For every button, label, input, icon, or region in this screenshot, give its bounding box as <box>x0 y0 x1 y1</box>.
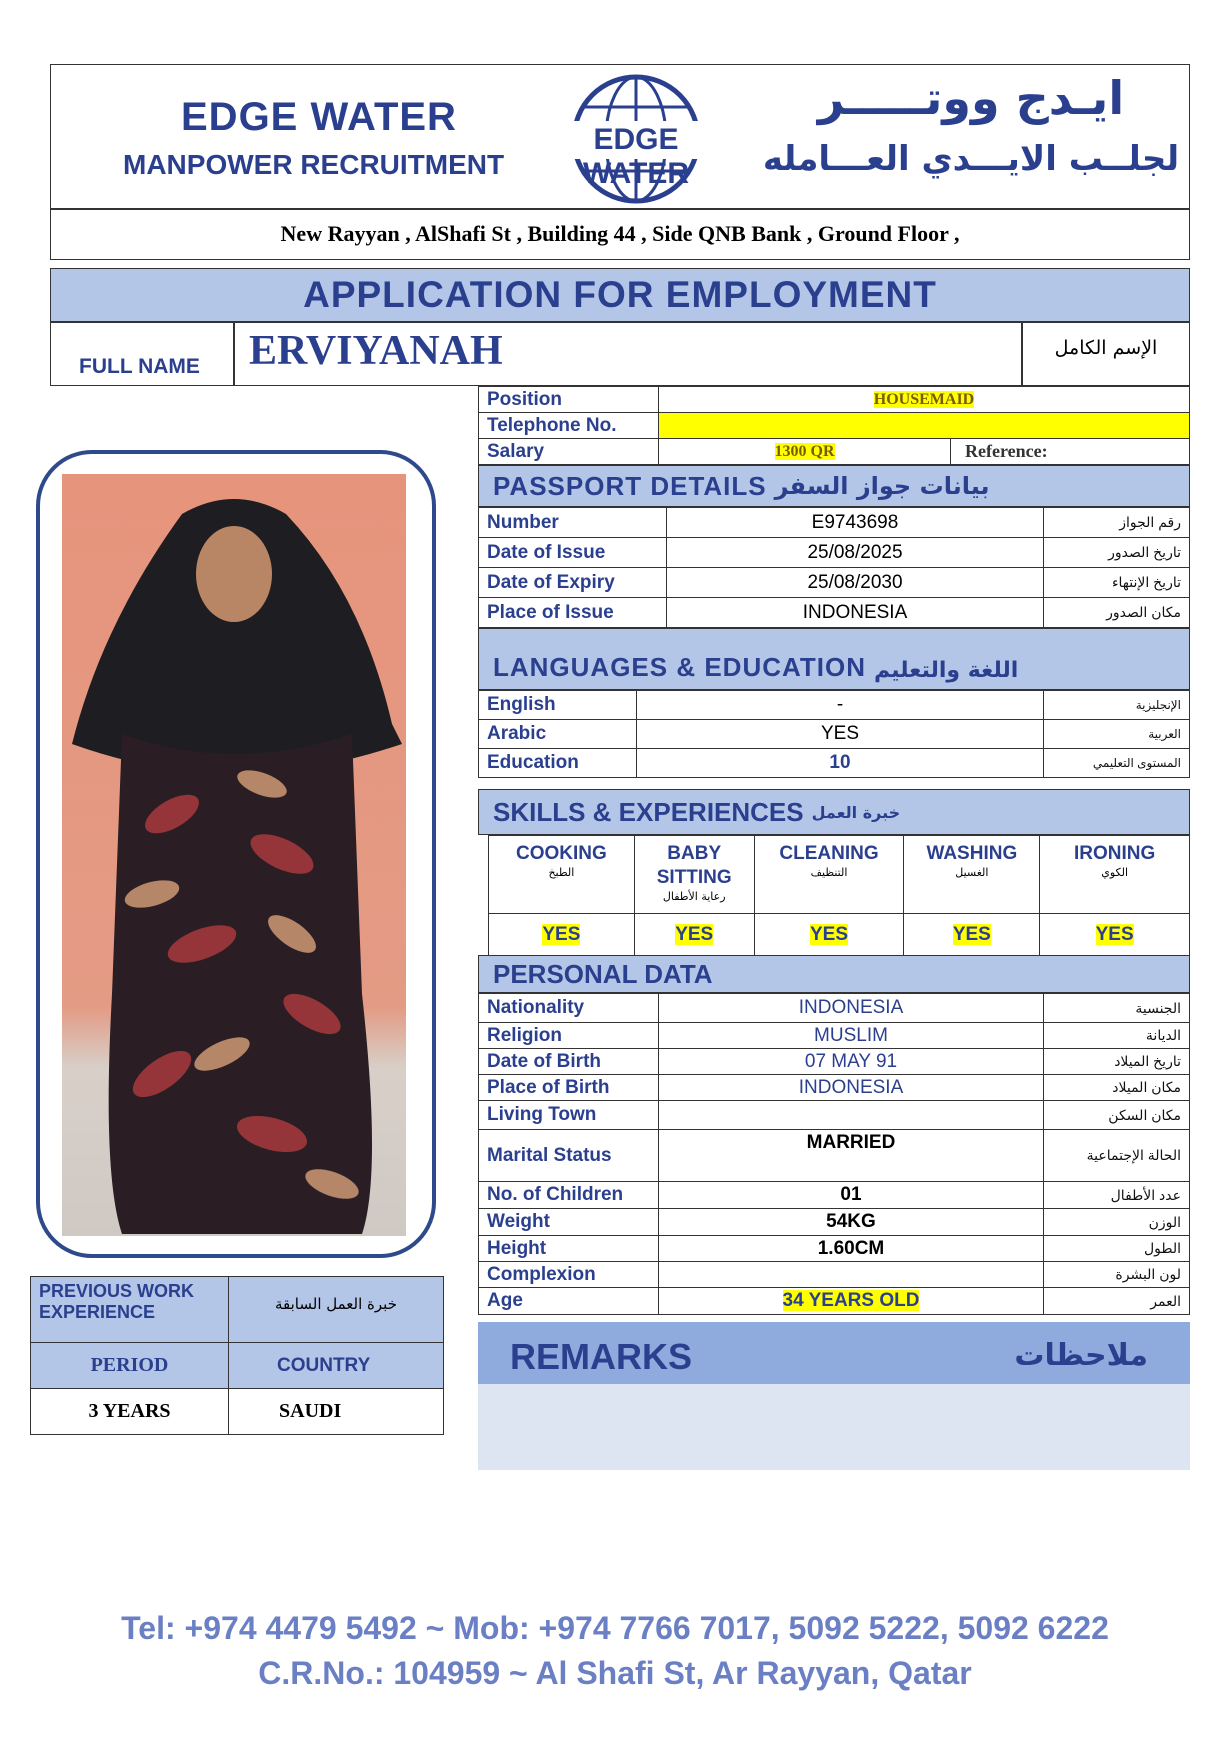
languages-title: LANGUAGES & EDUCATION <box>493 652 866 682</box>
personal-value: 07 MAY 91 <box>804 1050 898 1072</box>
personal-label: Living Town <box>479 1101 659 1130</box>
personal-value: 54KG <box>826 1211 876 1232</box>
address-text: New Rayyan , AlShafi St , Building 44 , Side QNB Bank , Ground Floor , <box>280 221 960 246</box>
footer-phone: Tel: +974 4479 5492 ~ Mob: +974 7766 7017, 5092 5222, 5092 6222 <box>121 1610 1109 1646</box>
language-label: Arabic <box>479 720 637 749</box>
personal-label: No. of Children <box>479 1182 659 1209</box>
personal-row <box>479 994 1190 1023</box>
skill-value: YES <box>952 923 991 945</box>
brand-line1: EDGE WATER <box>181 95 457 139</box>
language-label: English <box>479 691 637 720</box>
skills-table <box>488 835 1190 956</box>
skills-title-arabic: خبرة العمل <box>811 802 901 822</box>
personal-table <box>478 993 1190 1315</box>
personal-value: MUSLIM <box>814 1024 888 1046</box>
logo-text: EDGE WATER <box>582 123 690 190</box>
personal-label: Marital Status <box>479 1130 659 1182</box>
personal-arabic-label: الحالة الإجتماعية <box>1044 1130 1190 1182</box>
experience-table <box>30 1276 444 1435</box>
telephone-label: Telephone No. <box>479 413 659 439</box>
personal-arabic-label: الجنسية <box>1044 994 1190 1023</box>
passport-value: 25/08/2025 <box>667 538 1044 568</box>
salary-value: 1300 QR <box>774 442 835 460</box>
language-value: 10 <box>637 749 1044 778</box>
footer-address: C.R.No.: 104959 ~ Al Shafi St, Ar Rayyan, Qatar <box>258 1655 972 1691</box>
personal-value: INDONESIA <box>798 1076 904 1098</box>
passport-label: Number <box>479 508 667 538</box>
passport-row <box>479 598 1190 628</box>
passport-value: E9743698 <box>667 508 1044 538</box>
personal-value-cell <box>659 1130 1044 1182</box>
personal-value-cell <box>659 1209 1044 1236</box>
personal-arabic-label: لون البشرة <box>1044 1262 1190 1288</box>
personal-row <box>479 1075 1190 1101</box>
full-name-label: FULL NAME <box>79 355 200 378</box>
passport-section-header <box>478 465 1190 507</box>
personal-label: Weight <box>479 1209 659 1236</box>
personal-arabic-label: تاريخ الميلاد <box>1044 1049 1190 1075</box>
passport-label: Place of Issue <box>479 598 667 628</box>
skill-header <box>754 836 904 914</box>
skill-value-cell <box>1040 914 1190 956</box>
skill-arabic: الطبخ <box>548 866 575 879</box>
skill-header <box>904 836 1040 914</box>
languages-section-header <box>478 628 1190 690</box>
passport-row <box>479 568 1190 598</box>
skill-value-cell <box>489 914 635 956</box>
skill-name: BABY SITTING <box>656 843 732 888</box>
personal-value-cell <box>659 1075 1044 1101</box>
experience-title: PREVIOUS WORK EXPERIENCE <box>31 1277 229 1343</box>
personal-value-cell <box>659 994 1044 1023</box>
personal-arabic-label: الديانة <box>1044 1023 1190 1049</box>
personal-row <box>479 1023 1190 1049</box>
language-arabic-label: العربية <box>1044 720 1190 749</box>
skill-header <box>634 836 754 914</box>
letterhead <box>50 64 1190 210</box>
skill-arabic: الغسيل <box>955 866 989 879</box>
personal-label: Age <box>479 1288 659 1315</box>
globe-logo-icon <box>541 71 731 207</box>
language-arabic-label: الإنجليزية <box>1044 691 1190 720</box>
remarks-title-arabic: ملاحظات <box>1014 1338 1148 1373</box>
personal-arabic-label: عدد الأطفال <box>1044 1182 1190 1209</box>
personal-title: PERSONAL DATA <box>493 958 713 989</box>
personal-label: Nationality <box>479 994 659 1023</box>
skill-header <box>1040 836 1190 914</box>
language-row <box>479 749 1190 778</box>
personal-arabic-label: مكان الميلاد <box>1044 1075 1190 1101</box>
personal-row <box>479 1236 1190 1262</box>
personal-label: Religion <box>479 1023 659 1049</box>
skills-title: SKILLS & EXPERIENCES <box>493 796 804 827</box>
personal-value: 34 YEARS OLD <box>782 1290 920 1311</box>
arabic-brand-line2: لجلــب الايـــدي العـــامله <box>762 139 1180 179</box>
personal-value: 01 <box>840 1184 862 1205</box>
skill-value-cell <box>634 914 754 956</box>
personal-row <box>479 1049 1190 1075</box>
personal-row <box>479 1288 1190 1315</box>
skill-name: WASHING <box>926 843 1018 864</box>
form-title-bar <box>50 268 1190 322</box>
skill-name: CLEANING <box>779 843 879 864</box>
passport-row <box>479 508 1190 538</box>
passport-row <box>479 538 1190 568</box>
skill-header <box>489 836 635 914</box>
language-row <box>479 691 1190 720</box>
languages-table <box>478 690 1190 778</box>
full-name-arabic-label: الإسم الكامل <box>1054 337 1158 359</box>
personal-value: INDONESIA <box>798 997 904 1018</box>
personal-row <box>479 1262 1190 1288</box>
salary-label: Salary <box>479 439 659 465</box>
arabic-brand-line1: ايـدج ووتـــــر <box>817 71 1125 125</box>
personal-arabic-label: الوزن <box>1044 1209 1190 1236</box>
photo-frame <box>36 450 436 1258</box>
personal-row <box>479 1209 1190 1236</box>
passport-label: Date of Issue <box>479 538 667 568</box>
skill-name: IRONING <box>1073 843 1156 864</box>
passport-value: 25/08/2030 <box>667 568 1044 598</box>
reference-label: Reference: <box>951 439 1190 465</box>
address-bar <box>50 208 1190 260</box>
experience-country: SAUDI <box>229 1389 444 1435</box>
skill-arabic: التنظيف <box>810 866 848 879</box>
personal-value-cell <box>659 1288 1044 1315</box>
personal-label: Complexion <box>479 1262 659 1288</box>
personal-arabic-label: الطول <box>1044 1236 1190 1262</box>
full-name-row <box>50 322 1190 386</box>
skills-section-header <box>478 789 1190 835</box>
experience-period: 3 YEARS <box>31 1389 229 1435</box>
passport-table <box>478 507 1190 628</box>
personal-row <box>479 1101 1190 1130</box>
language-label: Education <box>479 749 637 778</box>
personal-row <box>479 1182 1190 1209</box>
full-name-value: ERVIYANAH <box>249 328 503 374</box>
position-label: Position <box>479 387 659 413</box>
passport-label: Date of Expiry <box>479 568 667 598</box>
personal-row <box>479 1130 1190 1182</box>
personal-value-cell <box>659 1101 1044 1130</box>
language-value: - <box>637 691 1044 720</box>
personal-label: Height <box>479 1236 659 1262</box>
passport-title-arabic: بيانات جواز السفر <box>774 472 990 500</box>
applicant-photo <box>62 474 406 1236</box>
personal-arabic-label: مكان السكن <box>1044 1101 1190 1130</box>
passport-arabic-label: تاريخ الإنتهاء <box>1044 568 1190 598</box>
skill-arabic: رعاية الأطفال <box>662 890 726 903</box>
personal-arabic-label: العمر <box>1044 1288 1190 1315</box>
personal-value-cell <box>659 1049 1044 1075</box>
personal-label: Place of Birth <box>479 1075 659 1101</box>
experience-title-arabic: خبرة العمل السابقة <box>229 1277 444 1343</box>
personal-value: 1.60CM <box>817 1237 885 1259</box>
skill-arabic: الكوي <box>1101 866 1129 879</box>
skill-value: YES <box>675 923 714 945</box>
skill-value-cell <box>904 914 1040 956</box>
language-row <box>479 720 1190 749</box>
personal-value-cell <box>659 1023 1044 1049</box>
skill-value: YES <box>542 923 581 945</box>
job-table <box>478 386 1190 465</box>
personal-value-cell <box>659 1182 1044 1209</box>
personal-value-cell <box>659 1262 1044 1288</box>
passport-arabic-label: مكان الصدور <box>1044 598 1190 628</box>
experience-country-header: COUNTRY <box>229 1343 444 1389</box>
personal-value: MARRIED <box>806 1132 896 1153</box>
position-value: HOUSEMAID <box>873 390 975 408</box>
telephone-value <box>659 413 1190 439</box>
experience-period-header: PERIOD <box>31 1343 229 1389</box>
remarks-title: REMARKS <box>510 1336 693 1377</box>
skill-name: COOKING <box>516 843 607 864</box>
passport-title: PASSPORT DETAILS <box>493 470 767 501</box>
personal-value-cell <box>659 1236 1044 1262</box>
personal-section-header <box>478 955 1190 993</box>
passport-arabic-label: رقم الجواز <box>1044 508 1190 538</box>
remarks-box <box>478 1322 1190 1470</box>
skill-value: YES <box>810 923 849 945</box>
languages-title-arabic: اللغة والتعليم <box>873 658 1019 683</box>
personal-label: Date of Birth <box>479 1049 659 1075</box>
brand-line2: MANPOWER RECRUITMENT <box>123 149 505 180</box>
skill-value-cell <box>754 914 904 956</box>
language-value: YES <box>637 720 1044 749</box>
passport-arabic-label: تاريخ الصدور <box>1044 538 1190 568</box>
language-arabic-label: المستوى التعليمي <box>1044 749 1190 778</box>
passport-value: INDONESIA <box>667 598 1044 628</box>
form-title: APPLICATION FOR EMPLOYMENT <box>303 274 937 315</box>
skill-value: YES <box>1095 923 1134 945</box>
